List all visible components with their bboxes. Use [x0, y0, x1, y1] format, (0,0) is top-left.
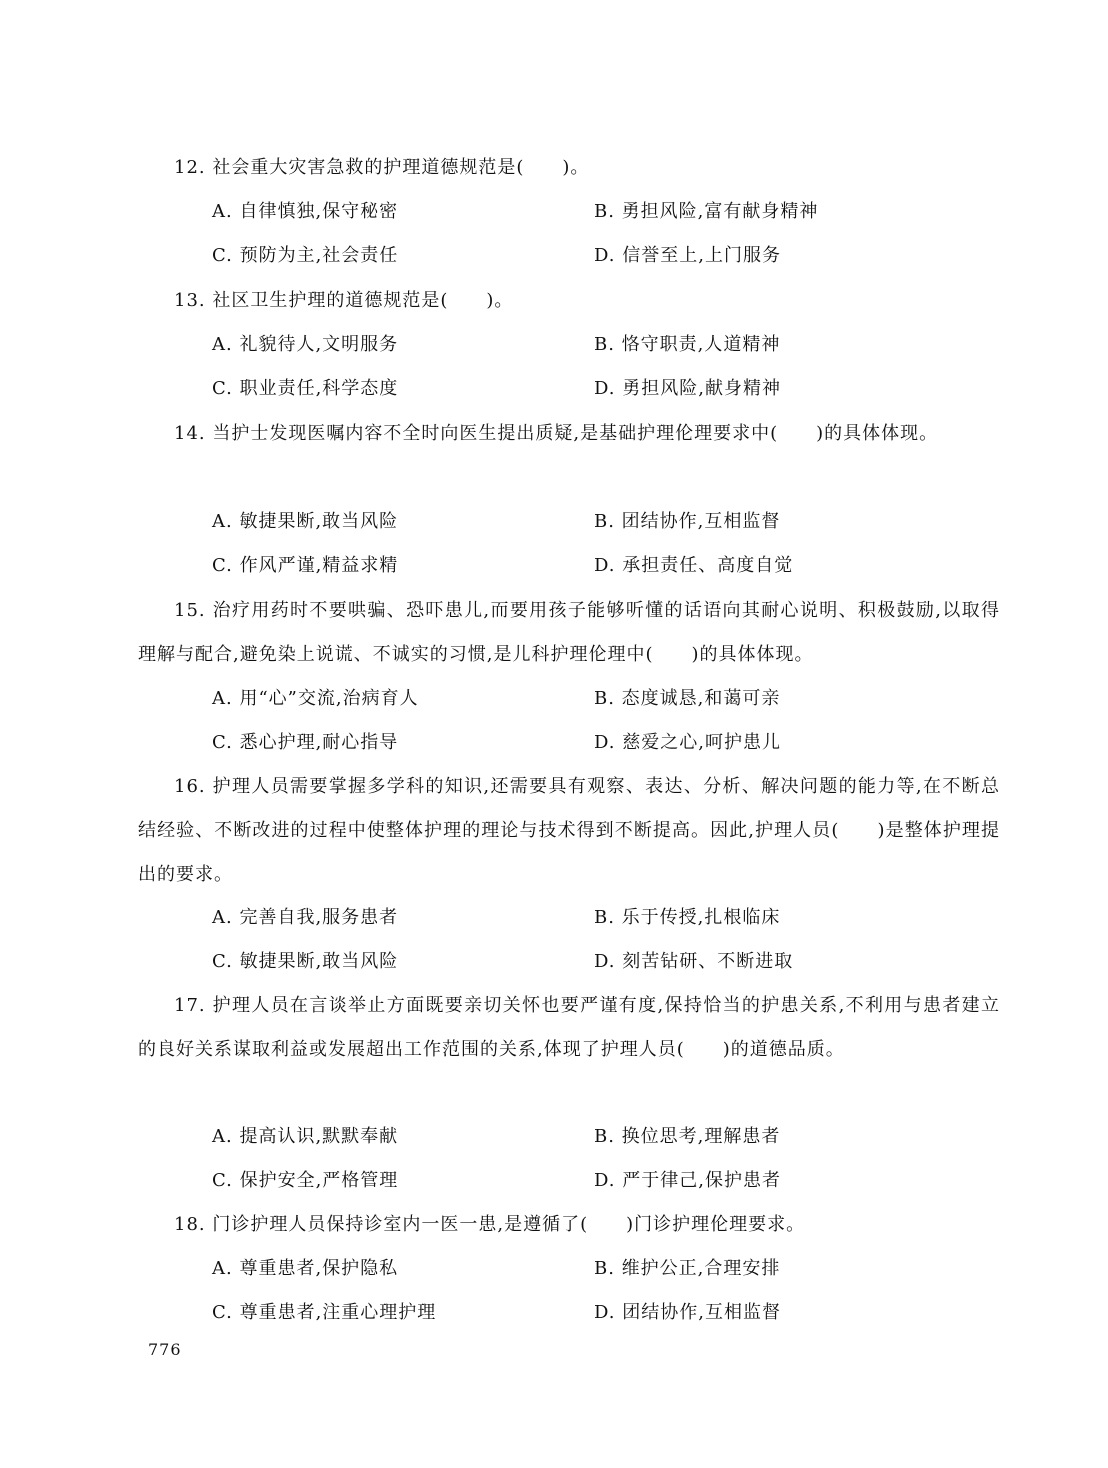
question-17-options: [212, 1115, 972, 1203]
option-b: B. 恪守职责,人道精神: [594, 334, 781, 355]
option-c: C. 敏捷果断,敢当风险: [212, 951, 399, 972]
option-b: B. 态度诚恳,和蔼可亲: [594, 688, 781, 709]
question-15-options: [212, 677, 972, 765]
option-a: A. 敏捷果断,敢当风险: [212, 511, 399, 532]
question-13-stem: 13. 社区卫生护理的道德规范是( )。: [174, 290, 514, 311]
option-row: [212, 1115, 972, 1159]
option-row: [212, 940, 972, 984]
option-row: [212, 1247, 972, 1291]
option-a: A. 完善自我,服务患者: [212, 907, 399, 928]
option-row: [212, 721, 972, 765]
option-d: D. 勇担风险,献身精神: [594, 378, 781, 399]
question-17-stem: 17. 护理人员在言谈举止方面既要亲切关怀也要严谨有度,保持恰当的护患关系,不利用与患者建立的良好关系谋取利益或发展超出工作范围的关系,体现了护理人员( )的道德品质。: [138, 995, 1000, 1060]
option-row: [212, 367, 972, 411]
option-row: [212, 190, 972, 234]
option-row: [212, 323, 972, 367]
page-number: 776: [148, 1340, 182, 1359]
option-a: A. 用“心”交流,治病育人: [212, 688, 419, 709]
question-14-stem: 14. 当护士发现医嘱内容不全时向医生提出质疑,是基础护理伦理要求中( )的具体体现。: [174, 423, 939, 444]
option-row: [212, 677, 972, 721]
option-d: D. 刻苦钻研、不断进取: [594, 951, 794, 972]
option-c: C. 作风严谨,精益求精: [212, 555, 399, 576]
option-b: B. 乐于传授,扎根临床: [594, 907, 781, 928]
option-b: B. 维护公正,合理安排: [594, 1258, 781, 1279]
question-14-options: [212, 500, 972, 588]
question-12-options: [212, 190, 972, 278]
option-b: B. 换位思考,理解患者: [594, 1126, 781, 1147]
question-18-stem: 18. 门诊护理人员保持诊室内一医一患,是遵循了( )门诊护理伦理要求。: [174, 1214, 806, 1235]
option-row: [212, 500, 972, 544]
option-row: [212, 234, 972, 278]
option-a: A. 自律慎独,保守秘密: [212, 201, 399, 222]
option-a: A. 礼貌待人,文明服务: [212, 334, 399, 355]
option-d: D. 慈爱之心,呵护患儿: [594, 732, 781, 753]
option-d: D. 信誉至上,上门服务: [594, 245, 781, 266]
question-13-options: [212, 323, 972, 411]
option-row: [212, 1159, 972, 1203]
option-c: C. 尊重患者,注重心理护理: [212, 1302, 437, 1323]
option-row: [212, 544, 972, 588]
question-18-options: [212, 1247, 972, 1335]
question-12-stem: 12. 社会重大灾害急救的护理道德规范是( )。: [174, 157, 590, 178]
question-15-stem: 15. 治疗用药时不要哄骗、恐吓患儿,而要用孩子能够听懂的话语向其耐心说明、积极鼓励,以取得理解与配合,避免染上说谎、不诚实的习惯,是儿科护理伦理中( )的具体体现。: [138, 600, 1000, 665]
question-16-stem: 16. 护理人员需要掌握多学科的知识,还需要具有观察、表达、分析、解决问题的能力等,在不断总结经验、不断改进的过程中使整体护理的理论与技术得到不断提高。因此,护理人员( )是整体护理提出的要求。: [138, 776, 1000, 885]
option-c: C. 悉心护理,耐心指导: [212, 732, 399, 753]
option-row: [212, 896, 972, 940]
option-c: C. 预防为主,社会责任: [212, 245, 399, 266]
option-d: D. 承担责任、高度自觉: [594, 555, 794, 576]
option-d: D. 团结协作,互相监督: [594, 1302, 781, 1323]
option-c: C. 职业责任,科学态度: [212, 378, 399, 399]
option-c: C. 保护安全,严格管理: [212, 1170, 399, 1191]
option-row: [212, 1291, 972, 1335]
option-d: D. 严于律己,保护患者: [594, 1170, 781, 1191]
option-b: B. 团结协作,互相监督: [594, 511, 781, 532]
option-b: B. 勇担风险,富有献身精神: [594, 201, 819, 222]
option-a: A. 尊重患者,保护隐私: [212, 1258, 399, 1279]
option-a: A. 提高认识,默默奉献: [212, 1126, 399, 1147]
question-16-options: [212, 896, 972, 984]
